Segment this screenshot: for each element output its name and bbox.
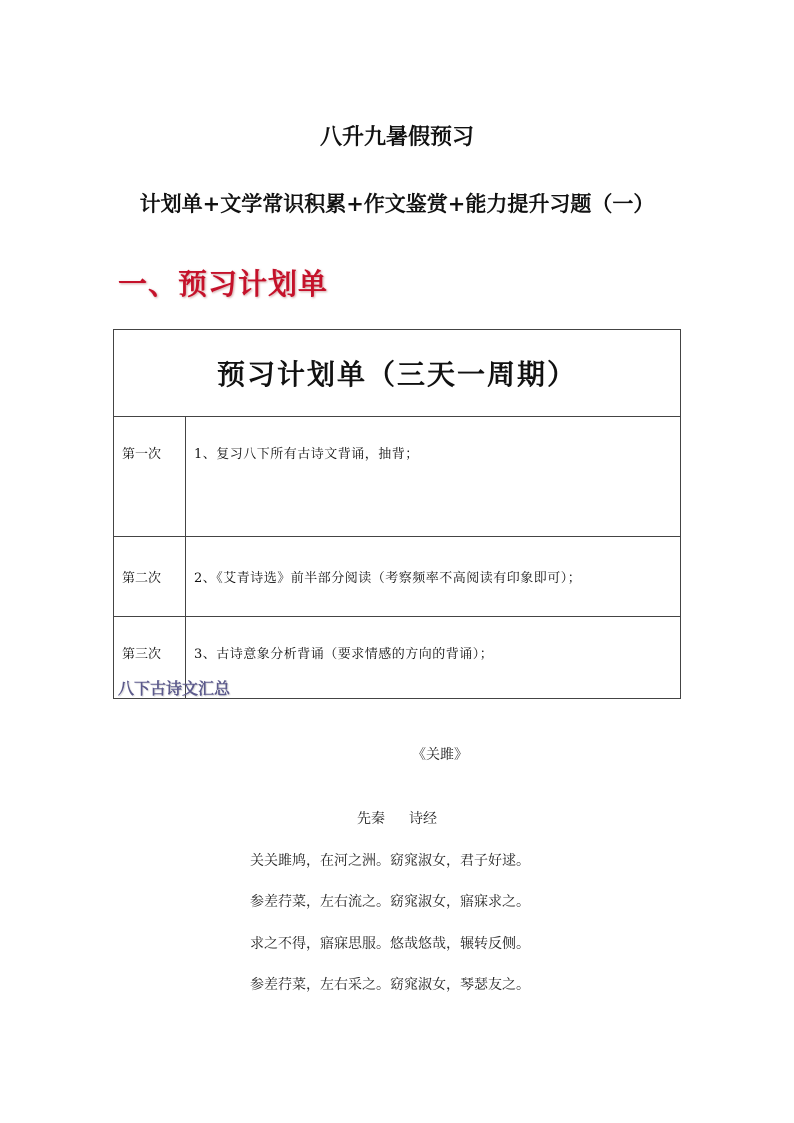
document-subtitle: 计划单+文学常识积累+作文鉴赏+能力提升习题（一） [139,191,655,216]
table-row [114,537,681,617]
row-content: 3、古诗意象分析背诵（要求情感的方向的背诵）； [186,617,681,699]
section-heading-plan: 一、预习计划单 [118,267,329,301]
summary-heading: 八下古诗文汇总 [118,679,231,698]
poem-line: 关关雎鸠，在河之洲。窈窕淑女，君子好逑。 [250,853,530,869]
row-label: 第一次 [114,417,186,537]
plan-table-title: 预习计划单（三天一周期） [114,330,681,417]
row-content: 1、复习八下所有古诗文背诵，抽背； [186,417,681,537]
row-content: 2、《艾青诗选》前半部分阅读（考察频率不高阅读有印象即可）； [186,537,681,617]
poem-line: 参差荇菜，左右流之。窈窕淑女，寤寐求之。 [250,894,530,910]
poem-dynasty: 先秦 [357,811,385,827]
document-title: 八升九暑假预习 [319,124,474,150]
poem-attribution [0,808,794,828]
table-row [114,417,681,537]
poem-line: 参差荇菜，左右采之。窈窕淑女，琴瑟友之。 [250,977,530,993]
row-label: 第二次 [114,537,186,617]
plan-table-header-row [114,330,681,417]
poem-line: 求之不得，寤寐思服。悠哉悠哉，辗转反侧。 [250,936,530,952]
plan-table [113,329,681,699]
row-label: 第三次 [114,617,186,699]
poem-source: 诗经 [409,811,437,827]
poem-title: 《关雎》 [412,747,468,763]
